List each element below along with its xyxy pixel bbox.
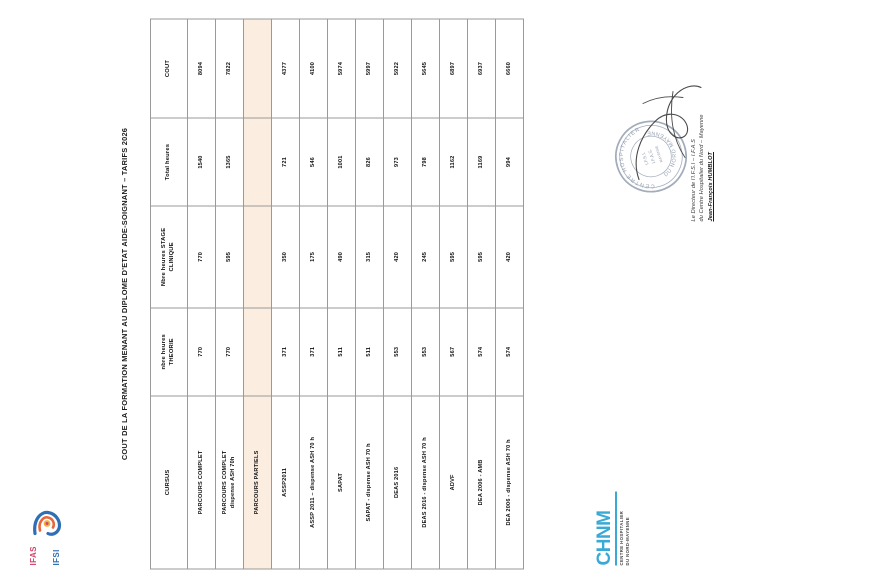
- cell-theorie: 371: [272, 307, 300, 395]
- table-row: [440, 19, 468, 569]
- table-row: [216, 19, 244, 569]
- cell-total: 1001: [328, 118, 356, 206]
- signature-role-line-1: Le Directeur de l'I.F.S.I – I.F.A.S: [691, 138, 697, 221]
- cell-cursus: PARCOURS COMPLET: [188, 395, 216, 568]
- table-row: [412, 19, 440, 569]
- cell-stage: 595: [216, 206, 244, 308]
- cell-cursus: DEAS 2016: [384, 395, 412, 568]
- cell-cursus: SAPAT: [328, 395, 356, 568]
- cell-total: 994: [496, 118, 524, 206]
- cell-cout: 6937: [468, 19, 496, 118]
- cell-theorie: 770: [188, 307, 216, 395]
- cost-table: [150, 18, 524, 569]
- cell-stage: 770: [188, 206, 216, 308]
- cell-stage: 350: [272, 206, 300, 308]
- swirl-icon: [32, 509, 62, 539]
- cell-total: 1162: [440, 118, 468, 206]
- cell-theorie: 574: [468, 307, 496, 395]
- col-header-cout: COUT: [151, 19, 188, 118]
- page-title: COUT DE LA FORMATION MENANT AU DIPLOME D'ETAT AIDE-SOIGNANT – TARIFS 2026: [120, 127, 129, 460]
- cell-cout: 5997: [356, 19, 384, 118]
- cell-cursus: [216, 395, 244, 568]
- cell-cursus: DEA 2006 - AMB: [468, 395, 496, 568]
- cell-theorie: 567: [440, 307, 468, 395]
- cell-total: 1365: [216, 118, 244, 206]
- cell-cursus: DEAS 2016 - dispense ASH 70 h: [412, 395, 440, 568]
- ifas-label: IFAS: [29, 545, 38, 565]
- cell-stage: 315: [356, 206, 384, 308]
- col-header-theorie-line1: nbre heures: [161, 333, 168, 369]
- cell-total: 1540: [188, 118, 216, 206]
- chnm-subtitle-line-1: CENTRE HOSPITALIER: [619, 510, 624, 565]
- cell-theorie: 553: [412, 307, 440, 395]
- cell-theorie: 371: [300, 307, 328, 395]
- cell-cout: 5974: [328, 19, 356, 118]
- cell-total: [244, 118, 272, 206]
- cell-stage: 595: [468, 206, 496, 308]
- cell-cout: 5922: [384, 19, 412, 118]
- cell-total: 721: [272, 118, 300, 206]
- col-header-theorie-line2: THEORIE: [169, 337, 175, 365]
- cell-stage: 175: [300, 206, 328, 308]
- cell-stage: [244, 206, 272, 308]
- cell-cout: 4377: [272, 19, 300, 118]
- cell-theorie: [244, 307, 272, 395]
- cell-stage: 245: [412, 206, 440, 308]
- cell-theorie: 511: [328, 307, 356, 395]
- col-header-stage-line2: CLINIQUE: [169, 241, 175, 272]
- cell-cursus: SAPAT - dispense ASH 70 h: [356, 395, 384, 568]
- table-header-row: [151, 19, 188, 569]
- cell-stage: 420: [384, 206, 412, 308]
- cell-theorie: 553: [384, 307, 412, 395]
- table-row: [328, 19, 356, 569]
- cell-cout: [244, 19, 272, 118]
- table-row: [468, 19, 496, 569]
- cell-total: 546: [300, 118, 328, 206]
- signature-role-line-2: du Centre Hospitalier du Nord – Mayenne: [699, 113, 706, 221]
- cell-total: 1169: [468, 118, 496, 206]
- cell-stage: 420: [496, 206, 524, 308]
- cell-total: 826: [356, 118, 384, 206]
- chnm-rule: [615, 491, 617, 565]
- ifsi-ifas-logo: [26, 499, 70, 565]
- cell-cursus-line-2: dispense ASH 70h: [229, 455, 236, 508]
- svg-text:I.F.A.S.: I.F.A.S.: [647, 147, 657, 164]
- table-row: [272, 19, 300, 569]
- cell-cursus-line-1: PARCOURS COMPLET: [221, 450, 228, 514]
- cell-cursus: PARCOURS PARTIELS: [244, 395, 272, 568]
- cell-theorie: 574: [496, 307, 524, 395]
- cell-cursus: DEA 2006 - dispense ASH 70 h: [496, 395, 524, 568]
- signature-block: [690, 21, 715, 221]
- col-header-theorie: [151, 307, 188, 395]
- cell-cursus: ADVF: [440, 395, 468, 568]
- table-row: [496, 19, 524, 569]
- cell-stage: 595: [440, 206, 468, 308]
- svg-text:DU NORD MAYENNE: DU NORD MAYENNE: [645, 128, 679, 178]
- table-section-row: [244, 19, 272, 569]
- col-header-cursus: CURSUS: [151, 395, 188, 568]
- cell-cout: 6897: [440, 19, 468, 118]
- cell-cursus: ASSP 2011 – dispense ASH 70 h: [300, 395, 328, 568]
- table-body: [188, 19, 524, 569]
- table-row: [384, 19, 412, 569]
- cell-cout: 5645: [412, 19, 440, 118]
- chnm-subtitle-line-2: DU NORD-MAYENNE: [625, 516, 631, 565]
- col-header-total: Total heures: [151, 118, 188, 206]
- cost-table-container: [150, 18, 524, 569]
- svg-text:CENTRE HOSPITALIER: CENTRE HOSPITALIER: [618, 126, 655, 189]
- col-header-stage: [151, 206, 188, 308]
- cell-cursus: ASSP2011: [272, 395, 300, 568]
- cell-total: 973: [384, 118, 412, 206]
- cell-theorie: 511: [356, 307, 384, 395]
- col-header-stage-line1: Nbre heures STAGE: [161, 227, 168, 286]
- cell-cout: 6660: [496, 19, 524, 118]
- cell-cout: 7822: [216, 19, 244, 118]
- table-row: [356, 19, 384, 569]
- chnm-wordmark: CHNM: [594, 510, 615, 565]
- cell-theorie: 770: [216, 307, 244, 395]
- cell-total: 798: [412, 118, 440, 206]
- svg-text:I.F.S.I.: I.F.S.I.: [640, 150, 650, 165]
- cell-cout: 8094: [188, 19, 216, 118]
- svg-text:MAYENNE: MAYENNE: [654, 144, 664, 163]
- table-row: [188, 19, 216, 569]
- cell-cout: 4100: [300, 19, 328, 118]
- chnm-logo: [595, 487, 631, 565]
- ifsi-label: IFSI: [52, 548, 61, 565]
- signature-name: Jean-François HUMBLOT: [707, 151, 714, 221]
- cell-stage: 490: [328, 206, 356, 308]
- table-row: [300, 19, 328, 569]
